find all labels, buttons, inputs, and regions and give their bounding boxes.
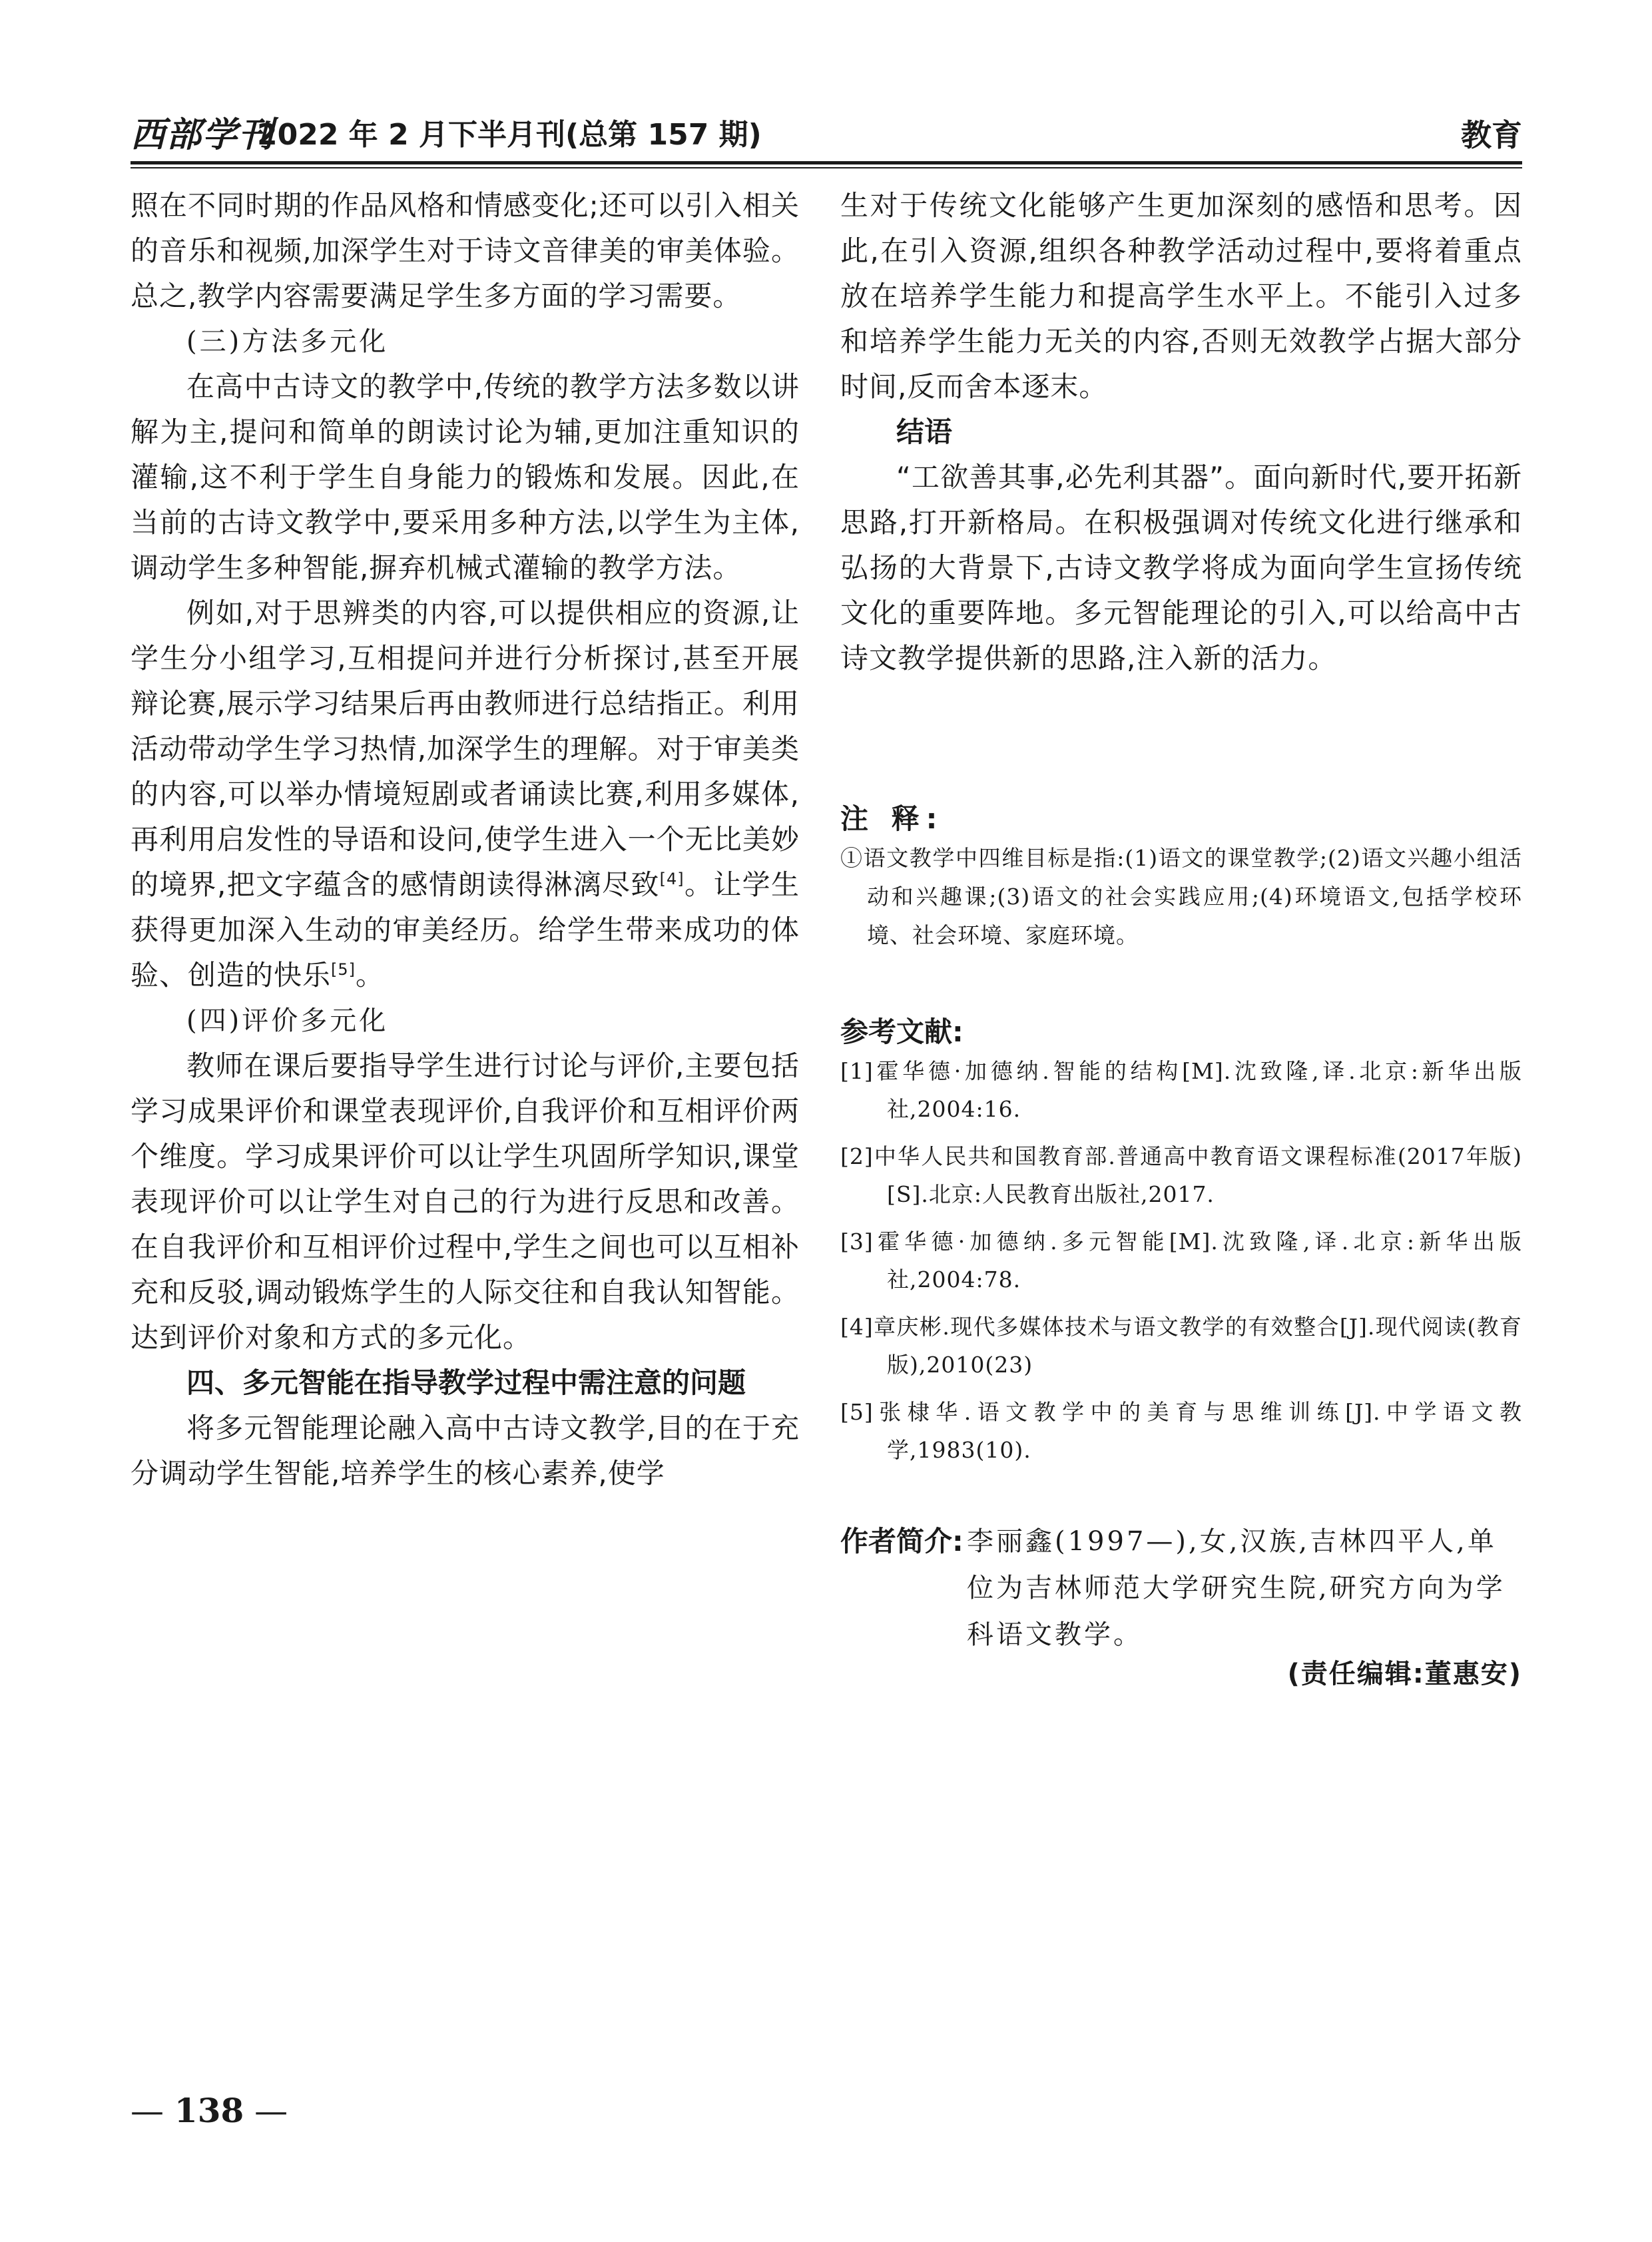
- references-section: [840, 1012, 1522, 1478]
- paragraph-text: 。让学生获得更加深入生动的审美经历。给学生带来成功的体验、创造的快乐: [131, 868, 800, 991]
- citation-5: [5]: [331, 960, 356, 979]
- note-item: ①语文教学中四维目标是指:(1)语文的课堂教学;(2)语文兴趣小组活动和兴趣课;(3)语文的社会实践应用;(4)环境语文,包括学校环境、社会环境、家庭环境。: [840, 845, 1522, 948]
- conclusion-heading: 结语: [896, 416, 953, 448]
- notes-section: [840, 799, 1522, 955]
- page-header: [131, 112, 1522, 158]
- reference-item: [1]霍华德·加德纳.智能的结构[M].沈致隆,译.北京:新华出版社,2004:16.: [840, 1058, 1522, 1122]
- citation-4: [4]: [659, 870, 685, 888]
- author-text: 李丽鑫(1997—),女,汉族,吉林四平人,单位为吉林师范大学研究生院,研究方向为学科语文教学。: [967, 1526, 1506, 1650]
- paragraph: 照在不同时期的作品风格和情感变化;还可以引入相关的音乐和视频,加深学生对于诗文音律美的审美体验。总之,教学内容需要满足学生多方面的学习需要。: [131, 189, 800, 312]
- header-rule: [131, 161, 1522, 164]
- left-column: [131, 183, 800, 1496]
- paragraph-text: 例如,对于思辨类的内容,可以提供相应的资源,让学生分小组学习,互相提问并进行分析探讨,甚至开展辩论赛,展示学习结果后再由教师进行总结指正。利用活动带动学生学习热情,加深学生的理解。对于审美类的内容,可以举办情境短剧或者诵读比赛,利用多媒体,再利用启发性的导语和设问,使学生进入一个无比美妙的境界,把文字蕴含的感情朗读得淋漓尽致: [131, 597, 800, 901]
- conclusion-paragraph: “工欲善其事,必先利其器”。面向新时代,要开拓新思路,打开新格局。在积极强调对传统文化进行继承和弘扬的大背景下,古诗文教学将成为面向学生宣扬传统文化的重要阵地。多元智能理论的引入,可以给高中古诗文教学提供新的思路,注入新的活力。: [840, 461, 1522, 675]
- paragraph: 将多元智能理论融入高中古诗文教学,目的在于充分调动学生智能,培养学生的核心素养,使学: [131, 1412, 800, 1490]
- paragraph: 教师在课后要指导学生进行讨论与评价,主要包括学习成果评价和课堂表现评价,自我评价和互相评价两个维度。学习成果评价可以让学生巩固所学知识,课堂表现评价可以让学生对自己的行为进行反思和改善。在自我评价和互相评价过程中,学生之间也可以互相补充和反驳,调动锻炼学生的人际交往和自我认知智能。达到评价对象和方式的多元化。: [131, 1049, 800, 1354]
- paragraph-text: 。: [356, 959, 385, 991]
- reference-item: [3]霍华德·加德纳.多元智能[M].沈致隆,译.北京:新华出版社,2004:78.: [840, 1229, 1522, 1292]
- paragraph-example: [131, 591, 800, 998]
- notes-title: 注 释:: [840, 802, 944, 835]
- page-number-value: 138: [174, 2091, 244, 2130]
- reference-item: [4]章庆彬.现代多媒体技术与语文教学的有效整合[J].现代阅读(教育版),2010(23): [840, 1314, 1522, 1378]
- responsible-editor: (责任编辑:董惠安): [1287, 1659, 1522, 1689]
- issue-info: 2022 年 2 月下半月刊(总第 157 期): [257, 118, 762, 152]
- references-title: 参考文献:: [840, 1015, 964, 1048]
- page-number: — 138 —: [131, 2091, 288, 2130]
- reference-item: [5]张棣华.语文教学中的美育与思维训练[J].中学语文教学,1983(10).: [840, 1399, 1522, 1463]
- paragraph: 生对于传统文化能够产生更加深刻的感悟和思考。因此,在引入资源,组织各种教学活动过程中,要将着重点放在培养学生能力和提高学生水平上。不能引入过多和培养学生能力无关的内容,否则无效教学占据大部分时间,反而舍本逐末。: [840, 189, 1522, 403]
- subheading-evaluation: (四)评价多元化: [186, 1005, 389, 1036]
- journal-logo: 西部学刊: [131, 115, 275, 155]
- author-label: 作者简介:: [840, 1525, 964, 1557]
- paragraph: 在高中古诗文的教学中,传统的教学方法多数以讲解为主,提问和简单的朗读讨论为辅,更加注重知识的灌输,这不利于学生自身能力的锻炼和发展。因此,在当前的古诗文教学中,要采用多种方法,以学生为主体,调动学生多种智能,摒弃机械式灌输的教学方法。: [131, 370, 800, 584]
- subheading-methods: (三)方法多元化: [186, 326, 389, 357]
- reference-item: [2]中华人民共和国教育部.普通高中教育语文课程标准(2017年版)[S].北京:人民教育出版社,2017.: [840, 1143, 1522, 1207]
- header-rule-thin: [131, 167, 1522, 168]
- section-heading: 四、多元智能在指导教学过程中需注意的问题: [186, 1366, 746, 1399]
- section-label: 教育: [1461, 117, 1522, 153]
- right-column: [840, 183, 1522, 681]
